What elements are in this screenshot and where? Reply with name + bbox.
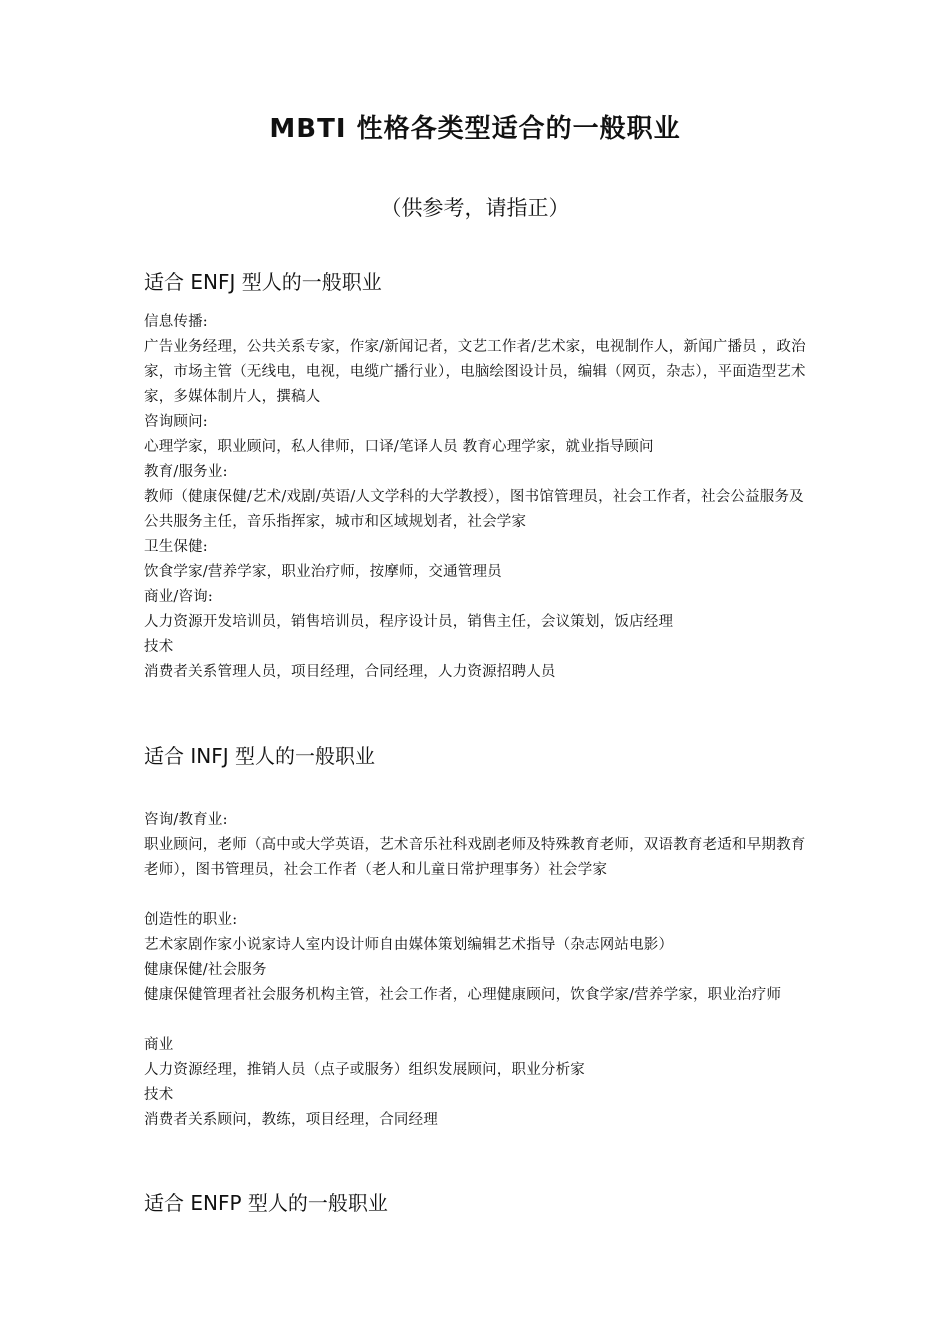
category-label: 健康保健/社会服务: [144, 962, 267, 978]
category-label: 商业: [144, 1037, 174, 1053]
career-list: 职业顾问，老师（高中或大学英语，艺术音乐社科戏剧老师及特殊教育老师，双语教育老适和早期教育老师），图书管理员，社会工作者（老人和儿童日常护理事务）社会学家: [144, 837, 806, 878]
category-label: 咨询/教育业:: [144, 812, 228, 828]
career-list: 饮食学家/营养学家，职业治疗师，按摩师，交通管理员: [144, 564, 502, 580]
category-label: 技术: [144, 1087, 174, 1103]
career-list: 消费者关系管理人员，项目经理，合同经理，人力资源招聘人员: [144, 664, 556, 680]
career-list: 健康保健管理者社会服务机构主管，社会工作者，心理健康顾问，饮食学家/营养学家，职业治疗师: [144, 987, 782, 1003]
career-list: 心理学家，职业顾问，私人律师，口译/笔译人员 教育心理学家，就业指导顾问: [144, 439, 654, 455]
page-title: MBTI 性格各类型适合的一般职业: [269, 114, 681, 144]
section-heading-enfp: 适合 ENFP 型人的一般职业: [144, 1191, 388, 1215]
section-body-infj: [144, 808, 812, 1133]
career-list: 广告业务经理，公共关系专家，作家/新闻记者，文艺工作者/艺术家，电视制作人，新闻广播员 ，政治家，市场主管（无线电，电视，电缆广播行业），电脑绘图设计员，编辑（网页，杂志），平面造型艺术家，多媒体制片人，撰稿人: [144, 339, 806, 405]
section-heading-enfj: 适合 ENFJ 型人的一般职业: [144, 270, 382, 294]
section-body-enfj: [144, 310, 812, 685]
page-subtitle: （供参考，请指正）: [380, 196, 570, 220]
category-label: 咨询顾问:: [144, 414, 208, 430]
section-heading-infj: 适合 INFJ 型人的一般职业: [144, 744, 375, 768]
career-list: 教师（健康保健/艺术/戏剧/英语/人文学科的大学教授），图书馆管理员，社会工作者，社会公益服务及公共服务主任，音乐指挥家，城市和区域规划者，社会学家: [144, 489, 804, 530]
career-list: 艺术家剧作家小说家诗人室内设计师自由媒体策划编辑艺术指导（杂志网站电影）: [144, 937, 674, 953]
career-list: 人力资源经理，推销人员（点子或服务）组织发展顾问，职业分析家: [144, 1062, 585, 1078]
category-label: 创造性的职业:: [144, 912, 238, 928]
category-label: 卫生保健:: [144, 539, 208, 555]
category-label: 技术: [144, 639, 174, 655]
category-label: 商业/咨询:: [144, 589, 213, 605]
category-label: 教育/服务业:: [144, 464, 228, 480]
career-list: 消费者关系顾问，教练，项目经理，合同经理: [144, 1112, 438, 1128]
category-label: 信息传播:: [144, 314, 208, 330]
career-list: 人力资源开发培训员，销售培训员，程序设计员，销售主任，会议策划，饭店经理: [144, 614, 674, 630]
